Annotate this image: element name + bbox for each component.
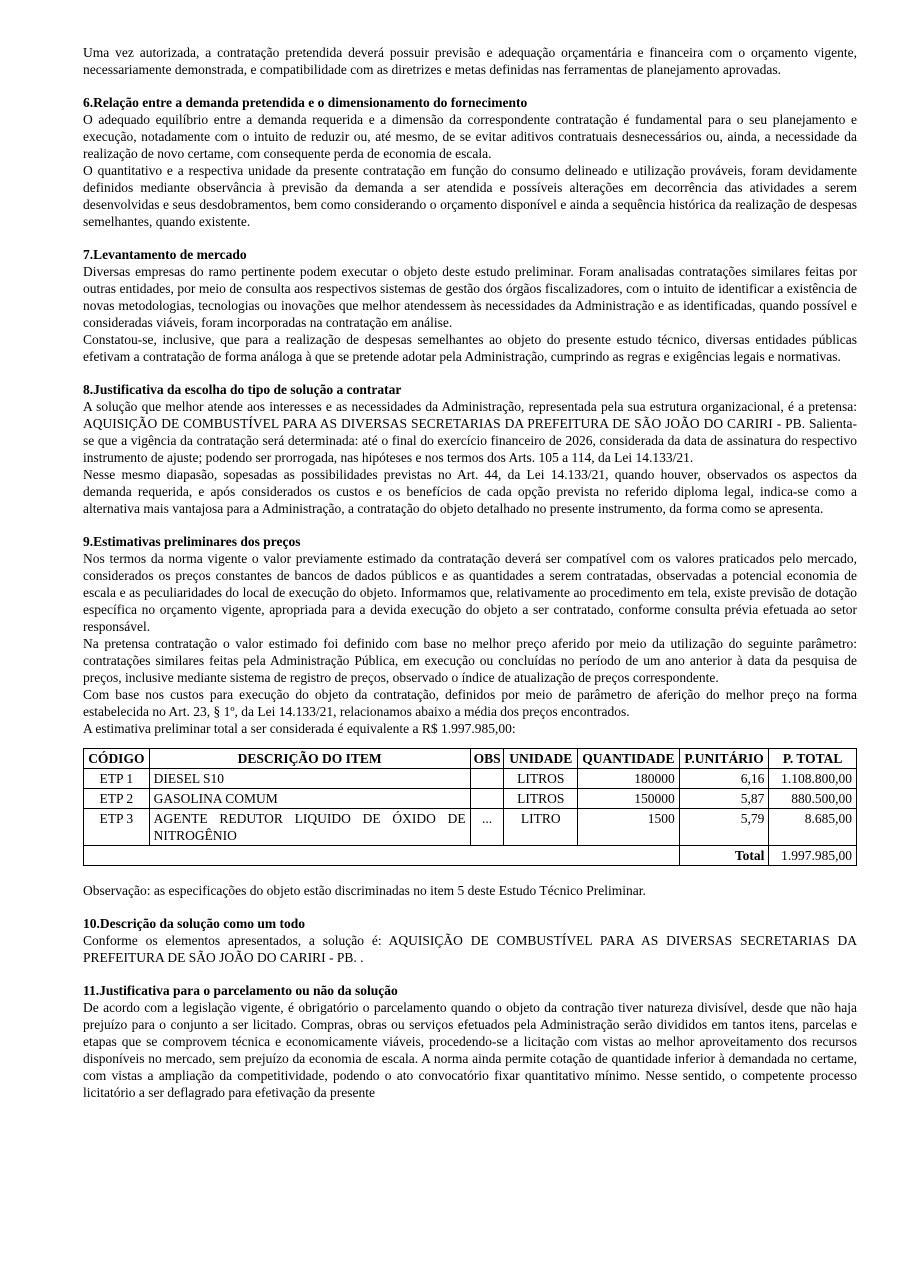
section-8 [83, 381, 857, 517]
section-10-heading: 10.Descrição da solução como um todo [83, 916, 305, 931]
cell-descricao: GASOLINA COMUM [149, 789, 470, 809]
observation-paragraph: Observação: as especificações do objeto estão discriminadas no item 5 deste Estudo Técnico Preliminar. [83, 883, 646, 898]
cell-descricao: AGENTE REDUTOR LIQUIDO DE ÓXIDO DE NITROGÊNIO [149, 809, 470, 846]
section-10 [83, 915, 857, 966]
cell-unidade: LITROS [504, 769, 578, 789]
cell-quantidade: 1500 [578, 809, 680, 846]
section-7 [83, 246, 857, 365]
table-row [84, 789, 857, 809]
column-header-punitario: P.UNITÁRIO [679, 749, 769, 769]
cell-descricao: DIESEL S10 [149, 769, 470, 789]
column-header-obs: OBS [470, 749, 504, 769]
table-row [84, 769, 857, 789]
paragraph: Conforme os elementos apresentados, a solução é: AQUISIÇÃO DE COMBUSTÍVEL PARA AS DIVERSAS SECRETARIAS DA PREFEITURA DE SÃO JOÃO DO CARIRI - PB. . [83, 933, 857, 965]
paragraph: Na pretensa contratação o valor estimado foi definido com base no melhor preço aferido por meio da utilização do seguinte parâmetro: contratações similares feitas pela Administração Pública, em execução ou concluídas no período de um ano anterior à data da pesquisa de preços, inclusive mediante sistema de registro de preços, observado o índice de atualização de preços correspondente. [83, 636, 857, 685]
cell-quantidade: 150000 [578, 789, 680, 809]
cell-obs [470, 769, 504, 789]
paragraph: O quantitativo e a respectiva unidade da presente contratação em função do consumo delineado e utilização prováveis, foram devidamente definidos mediante observância à previsão da demanda a ser atendida e possíveis alterações em decorrência das atividades a serem desenvolvidas e seus desdobramentos, bem como considerando o orçamento disponível e ainda a sequência histórica da realização de despesas semelhantes, quando existente. [83, 163, 857, 229]
column-header-ptotal: P. TOTAL [769, 749, 857, 769]
cell-punitario: 5,79 [679, 809, 769, 846]
paragraph: A estimativa preliminar total a ser considerada é equivalente a R$ 1.997.985,00: [83, 721, 516, 736]
section-6 [83, 94, 857, 230]
paragraph: De acordo com a legislação vigente, é obrigatório o parcelamento quando o objeto da contração tiver natureza divisível, desde que não haja prejuízo para o conjunto a ser licitado. Compras, obras ou serviços efetuados pela Administração serão divididos em tantos itens, parcelas e etapas que se comprovem técnica e economicamente viáveis, procedendo-se a licitação com vistas ao melhor aproveitamento dos recursos disponíveis no mercado, sem prejuízo da economia de escala. A norma ainda permite cotação de quantidade inferior à demandada no certame, com vistas a ampliação da competitividade, podendo o ato convocatório fixar quantitativo mínimo. Nesse sentido, o competente processo licitatório a ser deflagrado para efetivação da presente [83, 1000, 857, 1100]
cell-obs [470, 789, 504, 809]
total-value: 1.997.985,00 [769, 846, 857, 866]
column-header-unidade: UNIDADE [504, 749, 578, 769]
cell-punitario: 6,16 [679, 769, 769, 789]
table-total-row [84, 846, 857, 866]
intro-paragraph: Uma vez autorizada, a contratação pretendida deverá possuir previsão e adequação orçamentária e financeira com o orçamento vigente, necessariamente demonstrada, e compatibilidade com as diretrizes e metas definidas nas ferramentas de planejamento aprovadas. [83, 45, 857, 77]
paragraph: Constatou-se, inclusive, que para a realização de despesas semelhantes ao objeto do presente estudo técnico, diversas entidades públicas efetivam a contratação de forma análoga à que se pretende adotar pela Administração, cumprindo as regras e exigências legais e normativas. [83, 332, 857, 364]
table-header-row [84, 749, 857, 769]
cell-empty [84, 846, 680, 866]
paragraph: Nesse mesmo diapasão, sopesadas as possibilidades previstas no Art. 44, da Lei 14.133/21, quando houver, observados os aspectos da demanda requerida, e após considerados os custos e os benefícios de cada opção prevista no referido diploma legal, indica-se como a alternativa mais vantajosa para a Administração, a contratação do objeto detalhado no presente instrumento, da forma como se apresenta. [83, 467, 857, 516]
section-7-heading: 7.Levantamento de mercado [83, 247, 247, 262]
price-estimate-table [83, 748, 857, 866]
cell-unidade: LITROS [504, 789, 578, 809]
paragraph: Com base nos custos para execução do objeto da contratação, definidos por meio de parâmetro de aferição do melhor preço na forma estabelecida no Art. 23, § 1º, da Lei 14.133/21, relacionamos abaixo a média dos preços encontrados. [83, 687, 857, 719]
paragraph: Diversas empresas do ramo pertinente podem executar o objeto deste estudo preliminar. Foram analisadas contratações similares feitas por outras entidades, por meio de consulta aos respectivos sistemas de gestão dos órgãos fiscalizadores, com o intuito de identificar a existência de novas metodologias, tecnologias ou inovações que melhor atendessem às necessidades da Administração e as identificadas, quando possível e consideradas viáveis, foram incorporadas na contratação em análise. [83, 264, 857, 330]
section-6-heading: 6.Relação entre a demanda pretendida e o dimensionamento do fornecimento [83, 95, 528, 110]
table-row [84, 809, 857, 846]
section-8-heading: 8.Justificativa da escolha do tipo de solução a contratar [83, 382, 402, 397]
cell-ptotal: 8.685,00 [769, 809, 857, 846]
cell-codigo: ETP 2 [84, 789, 150, 809]
cell-codigo: ETP 1 [84, 769, 150, 789]
cell-ptotal: 1.108.800,00 [769, 769, 857, 789]
cell-ptotal: 880.500,00 [769, 789, 857, 809]
total-label: Total [679, 846, 769, 866]
section-9 [83, 533, 857, 737]
section-11-heading: 11.Justificativa para o parcelamento ou não da solução [83, 983, 398, 998]
column-header-quantidade: QUANTIDADE [578, 749, 680, 769]
paragraph: A solução que melhor atende aos interesses e as necessidades da Administração, representada pela sua estrutura organizacional, é a pretensa: AQUISIÇÃO DE COMBUSTÍVEL PARA AS DIVERSAS SECRETARIAS DA PREFEITURA DE SÃO JOÃO DO CARIRI - PB. Salienta-se que a vigência da contratação será determinada: até o final do exercício financeiro de 2026, considerada da data de assinatura do respectivo instrumento de ajuste; podendo ser prorrogada, nas hipóteses e nos termos dos Arts. 105 a 114, da Lei 14.133/21. [83, 399, 857, 465]
column-header-codigo: CÓDIGO [84, 749, 150, 769]
cell-quantidade: 180000 [578, 769, 680, 789]
cell-unidade: LITRO [504, 809, 578, 846]
column-header-descricao: DESCRIÇÃO DO ITEM [149, 749, 470, 769]
section-9-heading: 9.Estimativas preliminares dos preços [83, 534, 301, 549]
cell-obs: ... [470, 809, 504, 846]
paragraph: O adequado equilíbrio entre a demanda requerida e a dimensão da correspondente contratação é fundamental para o seu planejamento e execução, notadamente com o intuito de reduzir ou, até mesmo, de se evitar aditivos contratuais desnecessários ou, ainda, a necessidade da realização de novo certame, com consequente perda de economia de escala. [83, 112, 857, 161]
section-11 [83, 982, 857, 1101]
cell-codigo: ETP 3 [84, 809, 150, 846]
cell-punitario: 5,87 [679, 789, 769, 809]
paragraph: Nos termos da norma vigente o valor previamente estimado da contratação deverá ser compatível com os valores praticados pelo mercado, considerados os preços constantes de bancos de dados públicos e as quantidades a serem contratadas, observadas a potencial economia de escala e as peculiaridades do local de execução do objeto. Informamos que, relativamente ao procedimento em tela, existe previsão de dotação específica no orçamento vigente, apropriada para a devida execução do objeto a ser contratado, conforme consulta prévia efetuada ao setor responsável. [83, 551, 857, 634]
